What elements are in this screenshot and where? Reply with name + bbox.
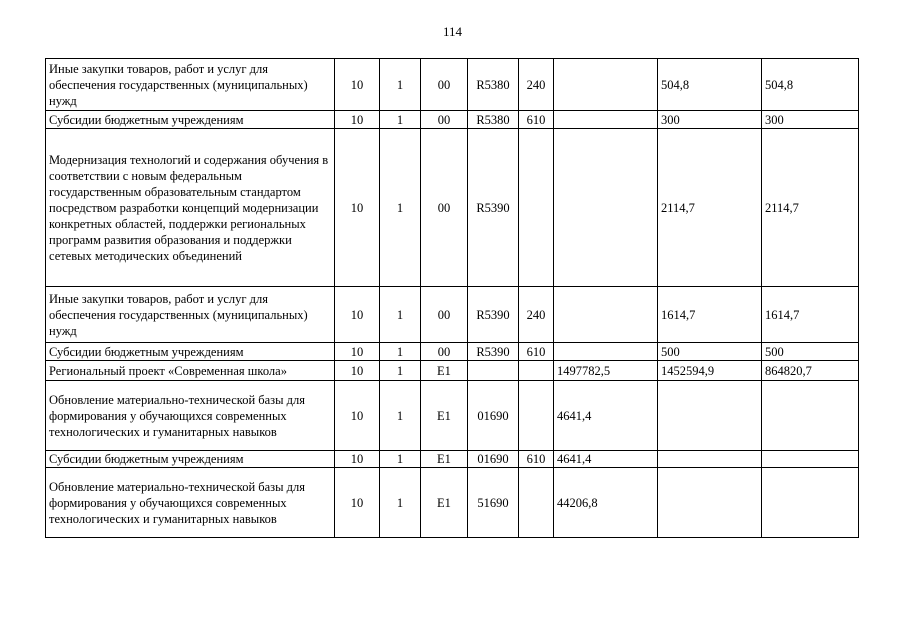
cell-sum1: 4641,4 [554,451,658,468]
cell-razdel: 10 [335,129,380,287]
cell-sum1 [554,129,658,287]
cell-vid: 610 [519,111,554,129]
budget-table [45,58,859,538]
table-row [46,129,859,287]
page-number: 114 [442,24,463,39]
cell-razdel: 10 [335,451,380,468]
table-row [46,59,859,111]
cell-vid: 610 [519,451,554,468]
table-row [46,451,859,468]
cell-vid: 240 [519,287,554,343]
cell-podrazdel: 1 [380,111,421,129]
cell-target: 51690 [468,468,519,538]
cell-sum2 [658,381,762,451]
cell-razdel: 10 [335,468,380,538]
cell-sum1: 1497782,5 [554,361,658,381]
table-row [46,361,859,381]
cell-program: 00 [421,111,468,129]
cell-sum2: 500 [658,343,762,361]
cell-sum2 [658,468,762,538]
table-row [46,381,859,451]
cell-program: E1 [421,361,468,381]
cell-sum3 [762,451,859,468]
table-row [46,468,859,538]
cell-program: E1 [421,451,468,468]
cell-program: 00 [421,287,468,343]
cell-sum3: 500 [762,343,859,361]
cell-razdel: 10 [335,361,380,381]
cell-target: R5380 [468,59,519,111]
cell-sum3: 1614,7 [762,287,859,343]
cell-target: R5380 [468,111,519,129]
cell-podrazdel: 1 [380,381,421,451]
cell-program: 00 [421,59,468,111]
cell-program: 00 [421,343,468,361]
cell-vid [519,468,554,538]
cell-sum2: 1452594,9 [658,361,762,381]
cell-sum2: 2114,7 [658,129,762,287]
cell-podrazdel: 1 [380,129,421,287]
row-name: Модернизация технологий и содержания обучения в соответствии с новым федеральным государственным образовательным стандартом посредством разработки концепций модернизации конкретных областей, поддержки региональных программ развития образования и поддержки сетевых методических объединений [46,129,335,287]
table-body [46,59,859,538]
cell-podrazdel: 1 [380,361,421,381]
cell-target: 01690 [468,451,519,468]
cell-program: E1 [421,381,468,451]
cell-sum2 [658,451,762,468]
cell-program: E1 [421,468,468,538]
cell-target: R5390 [468,343,519,361]
row-name: Иные закупки товаров, работ и услуг для обеспечения государственных (муниципальных) нужд [46,287,335,343]
cell-razdel: 10 [335,59,380,111]
cell-vid [519,361,554,381]
row-name: Иные закупки товаров, работ и услуг для обеспечения государственных (муниципальных) нужд [46,59,335,111]
cell-vid [519,381,554,451]
row-name: Субсидии бюджетным учреждениям [46,451,335,468]
cell-program: 00 [421,129,468,287]
row-name: Субсидии бюджетным учреждениям [46,111,335,129]
cell-sum2: 504,8 [658,59,762,111]
row-name: Обновление материально-технической базы для формирования у обучающихся современных технологических и гуманитарных навыков [46,468,335,538]
cell-target [468,361,519,381]
cell-sum3 [762,468,859,538]
cell-sum3: 2114,7 [762,129,859,287]
cell-sum1 [554,59,658,111]
cell-podrazdel: 1 [380,343,421,361]
cell-razdel: 10 [335,381,380,451]
cell-vid: 610 [519,343,554,361]
cell-podrazdel: 1 [380,451,421,468]
cell-target: 01690 [468,381,519,451]
cell-sum1 [554,287,658,343]
table-row [46,343,859,361]
cell-podrazdel: 1 [380,59,421,111]
row-name: Субсидии бюджетным учреждениям [46,343,335,361]
row-name: Обновление материально-технической базы для формирования у обучающихся современных технологических и гуманитарных навыков [46,381,335,451]
cell-sum1: 44206,8 [554,468,658,538]
cell-razdel: 10 [335,343,380,361]
cell-sum1: 4641,4 [554,381,658,451]
cell-razdel: 10 [335,287,380,343]
cell-target: R5390 [468,287,519,343]
cell-sum1 [554,111,658,129]
cell-vid [519,129,554,287]
cell-vid: 240 [519,59,554,111]
table-row [46,287,859,343]
cell-target: R5390 [468,129,519,287]
table-row [46,111,859,129]
cell-podrazdel: 1 [380,287,421,343]
cell-sum3: 300 [762,111,859,129]
cell-sum3: 864820,7 [762,361,859,381]
cell-sum2: 1614,7 [658,287,762,343]
cell-sum3: 504,8 [762,59,859,111]
cell-podrazdel: 1 [380,468,421,538]
cell-sum2: 300 [658,111,762,129]
cell-sum3 [762,381,859,451]
cell-sum1 [554,343,658,361]
cell-razdel: 10 [335,111,380,129]
row-name: Региональный проект «Современная школа» [46,361,335,381]
